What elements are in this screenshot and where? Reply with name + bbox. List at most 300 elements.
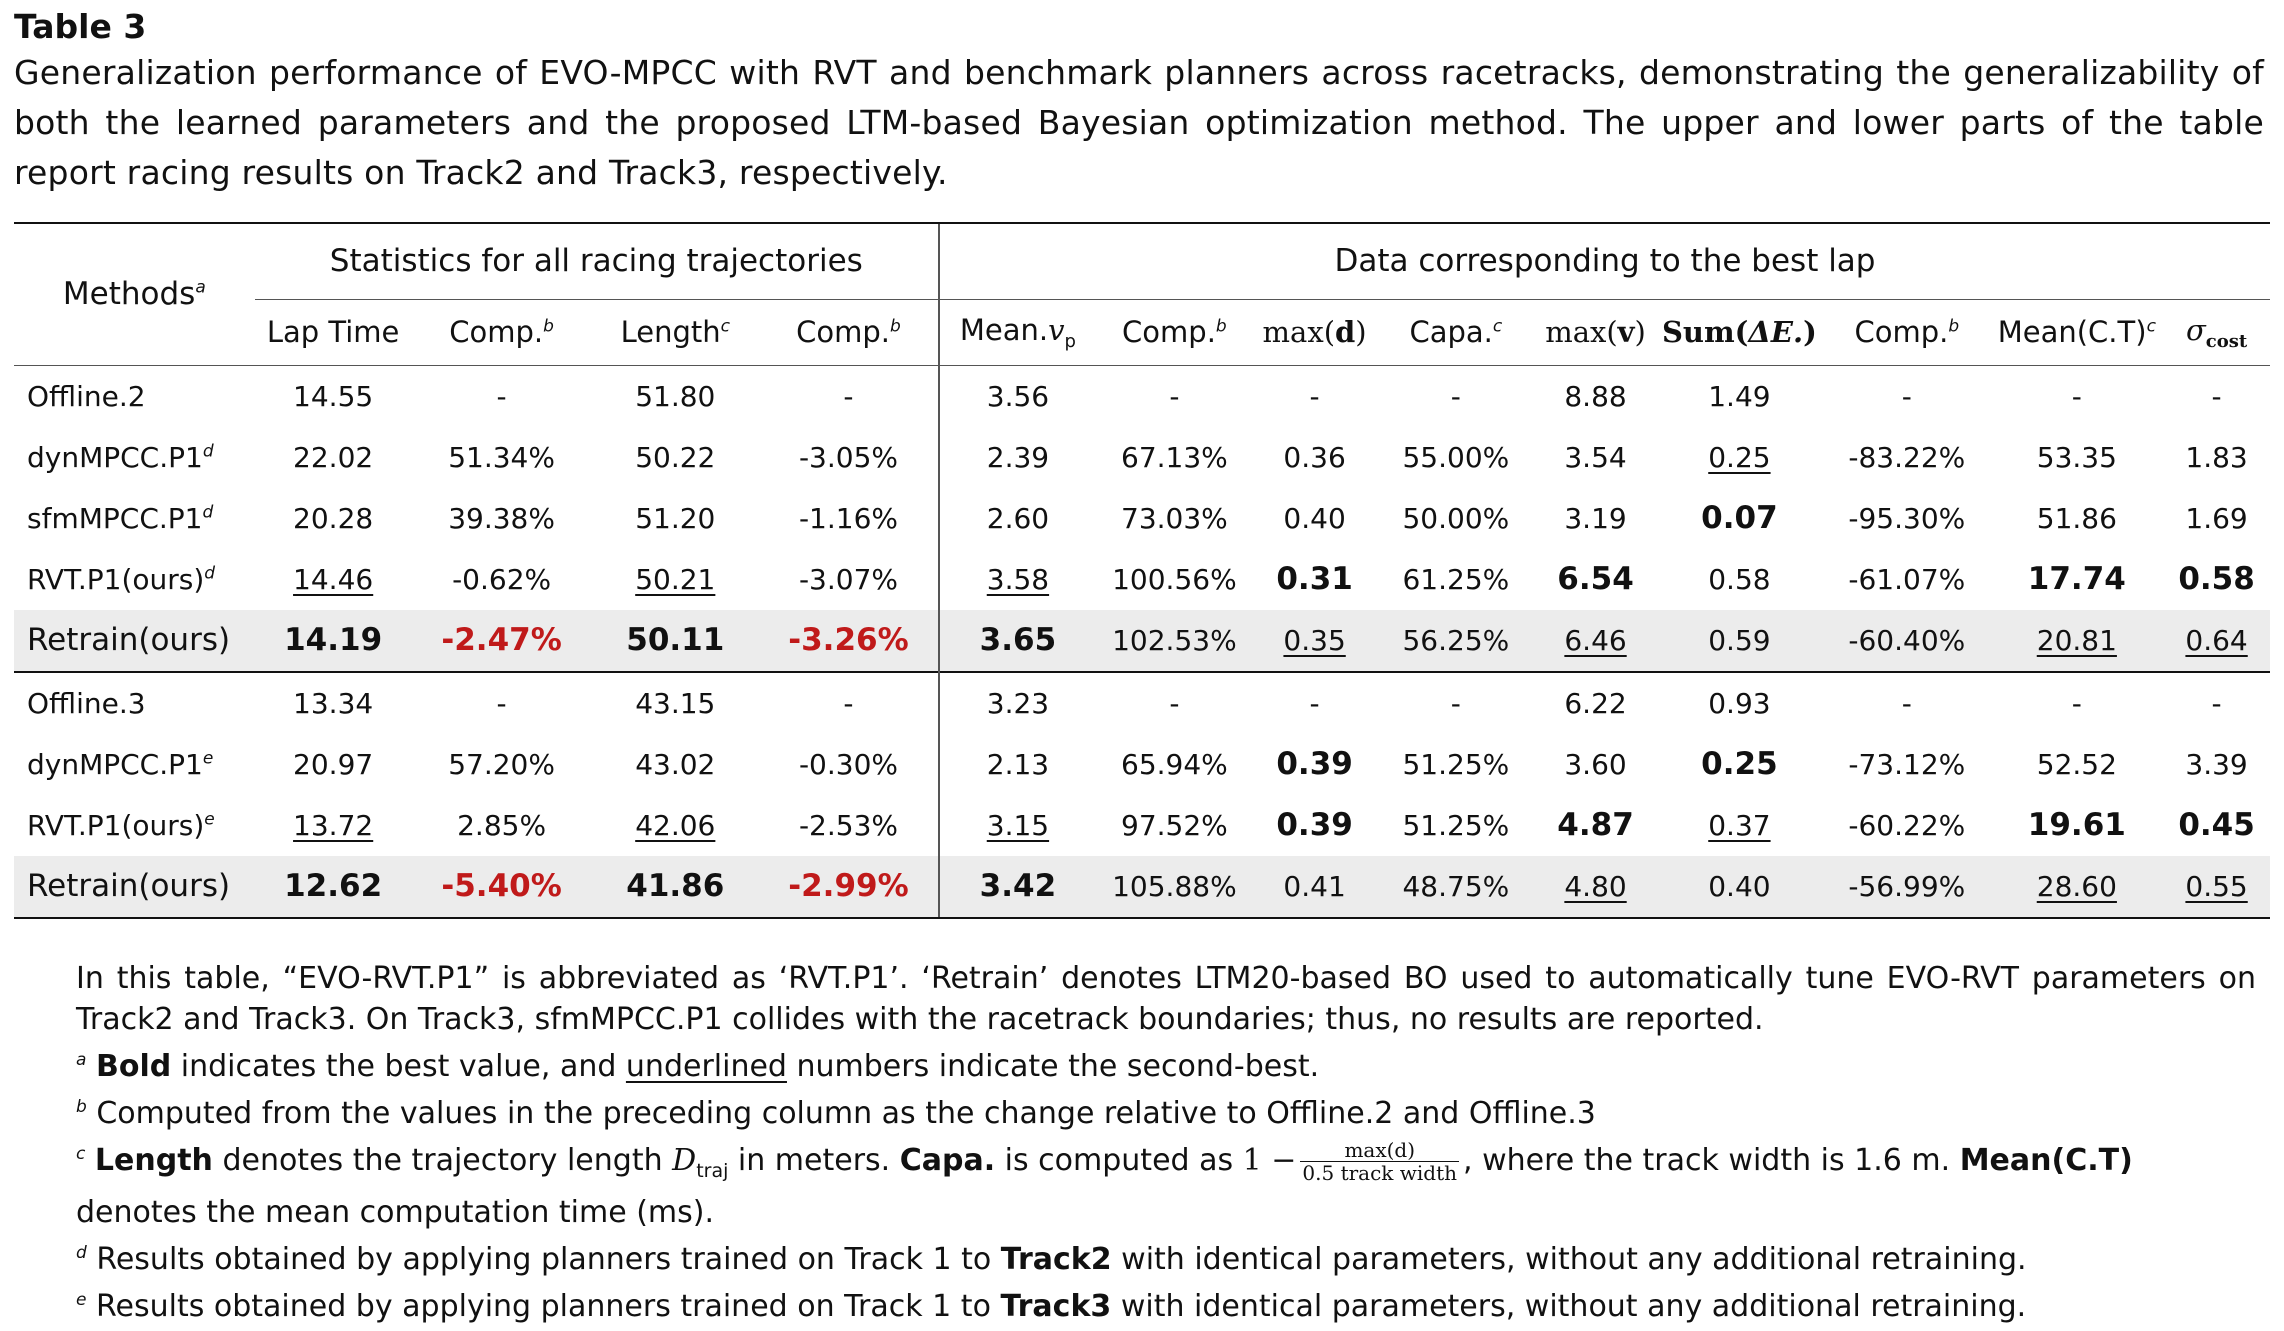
sup-c: c bbox=[720, 316, 730, 337]
value-cell bbox=[1656, 610, 1823, 672]
value-cell bbox=[1376, 734, 1535, 795]
cell-value: 14.55 bbox=[293, 379, 374, 413]
table-label: Table 3 bbox=[14, 7, 147, 46]
value-cell bbox=[1991, 488, 2164, 549]
cell-value: 0.59 bbox=[1708, 623, 1771, 657]
cell-value: 73.03% bbox=[1121, 501, 1228, 535]
col-sum-e-text: Sum( bbox=[1661, 315, 1749, 349]
method-sup: e bbox=[204, 809, 215, 830]
sup-b: b bbox=[1948, 316, 1960, 337]
value-cell bbox=[2163, 549, 2270, 610]
cell-value: 50.21 bbox=[635, 562, 716, 596]
cell-value: 97.52% bbox=[1121, 808, 1228, 842]
value-cell bbox=[1535, 365, 1655, 427]
cell-value: 41.86 bbox=[626, 868, 725, 904]
value-cell bbox=[412, 549, 592, 610]
track3-section bbox=[14, 672, 2270, 918]
cell-value: 1.69 bbox=[2185, 501, 2248, 535]
value-cell bbox=[1823, 672, 1990, 734]
v-symbol: v bbox=[1617, 315, 1635, 349]
cell-value: - bbox=[2211, 379, 2222, 413]
method-cell bbox=[14, 488, 255, 549]
value-cell bbox=[1253, 427, 1376, 488]
value-cell bbox=[1535, 610, 1655, 672]
note-c-t4: , where the track width is 1.6 m. bbox=[1463, 1143, 1960, 1178]
value-cell bbox=[759, 795, 939, 856]
value-cell bbox=[1535, 427, 1655, 488]
value-cell bbox=[1253, 672, 1376, 734]
cell-value: 52.52 bbox=[2036, 747, 2117, 781]
col-comp-1 bbox=[412, 299, 592, 365]
sup-c: c bbox=[2146, 316, 2156, 337]
cell-value: -2.53% bbox=[798, 808, 898, 842]
cell-value: 28.60 bbox=[2036, 869, 2117, 903]
cell-value: 1.49 bbox=[1708, 379, 1771, 413]
value-cell bbox=[939, 549, 1096, 610]
value-cell bbox=[1656, 365, 1823, 427]
value-cell bbox=[939, 734, 1096, 795]
value-cell bbox=[1991, 365, 2164, 427]
value-cell bbox=[412, 488, 592, 549]
sigma-sub: cost bbox=[2205, 330, 2248, 352]
cell-value: 3.23 bbox=[986, 686, 1050, 720]
group-left-header: Statistics for all racing trajectories bbox=[255, 223, 939, 299]
cell-value: 0.25 bbox=[1701, 746, 1778, 782]
value-cell bbox=[939, 672, 1096, 734]
cell-value: - bbox=[1169, 379, 1180, 413]
cell-value: -3.07% bbox=[798, 562, 898, 596]
cell-value: 6.46 bbox=[1564, 623, 1627, 657]
vp-symbol: v bbox=[1048, 312, 1065, 347]
method-sup: d bbox=[202, 441, 214, 462]
col-mean-vp bbox=[939, 299, 1096, 365]
track2-section bbox=[14, 365, 2270, 672]
value-cell bbox=[1823, 365, 1990, 427]
cell-value: 39.38% bbox=[448, 501, 555, 535]
col-comp-2-text: Comp. bbox=[796, 315, 890, 349]
cell-value: 102.53% bbox=[1112, 623, 1237, 657]
value-cell bbox=[2163, 488, 2270, 549]
note-e-sup: e bbox=[76, 1290, 87, 1310]
cell-value: 0.35 bbox=[1283, 623, 1346, 657]
value-cell bbox=[759, 365, 939, 427]
cell-value: -95.30% bbox=[1848, 501, 1966, 535]
note-intro: In this table, “EVO-RVT.P1” is abbreviated as ‘RVT.P1’. ‘Retrain’ denotes LTM20-based BO used to automatically tune EVO-RVT parameters on Track2 and Track3. On Track3, sfmMPCC.P1 collides with the racetrack boundaries; thus, no results are reported. bbox=[76, 961, 2256, 1037]
cell-value: 4.87 bbox=[1557, 807, 1634, 843]
method-sup: d bbox=[204, 563, 216, 584]
value-cell bbox=[1376, 610, 1535, 672]
value-cell bbox=[1096, 488, 1253, 549]
value-cell bbox=[759, 427, 939, 488]
cell-value: 61.25% bbox=[1402, 562, 1510, 596]
cell-value: -0.62% bbox=[452, 562, 552, 596]
table-caption bbox=[14, 6, 2264, 198]
cell-value: 50.00% bbox=[1402, 501, 1510, 535]
cell-value: 8.88 bbox=[1564, 379, 1627, 413]
value-cell bbox=[1253, 549, 1376, 610]
value-cell bbox=[1376, 427, 1535, 488]
cell-value: 57.20% bbox=[448, 747, 555, 781]
value-cell bbox=[759, 488, 939, 549]
cell-value: 100.56% bbox=[1112, 562, 1237, 596]
cell-value: - bbox=[1309, 379, 1320, 413]
cell-value: -2.47% bbox=[441, 622, 562, 658]
col-lap-time-text: Lap Time bbox=[266, 315, 400, 349]
cell-value: 56.25% bbox=[1402, 623, 1510, 657]
d-traj-symbol: D bbox=[672, 1143, 697, 1178]
value-cell bbox=[412, 795, 592, 856]
value-cell bbox=[1535, 672, 1655, 734]
capa-fraction bbox=[1300, 1139, 1459, 1184]
sup-c: c bbox=[1492, 316, 1503, 337]
value-cell bbox=[1823, 856, 1990, 918]
col-mean-vp-text: Mean. bbox=[959, 312, 1049, 347]
cell-value: 3.15 bbox=[986, 808, 1050, 842]
value-cell bbox=[1535, 795, 1655, 856]
value-cell bbox=[1096, 856, 1253, 918]
cell-value: - bbox=[1450, 379, 1461, 413]
value-cell bbox=[592, 672, 759, 734]
value-cell bbox=[255, 734, 412, 795]
value-cell bbox=[1253, 795, 1376, 856]
cell-value: 67.13% bbox=[1121, 440, 1228, 474]
method-name: sfmMPCC.P1 bbox=[27, 501, 203, 535]
cell-value: 51.80 bbox=[635, 379, 716, 413]
method-cell bbox=[14, 365, 255, 427]
note-e-t1: Results obtained by applying planners trained on Track 1 to bbox=[96, 1289, 1001, 1324]
cell-value: 3.58 bbox=[986, 562, 1050, 596]
note-c-bold-capa: Capa. bbox=[899, 1143, 996, 1178]
method-cell bbox=[14, 795, 255, 856]
value-cell bbox=[1991, 610, 2164, 672]
cell-value: 0.36 bbox=[1283, 440, 1346, 474]
cell-value: 0.37 bbox=[1708, 808, 1771, 842]
method-sup: e bbox=[202, 748, 214, 769]
value-cell bbox=[1991, 734, 2164, 795]
value-cell bbox=[592, 734, 759, 795]
value-cell bbox=[1991, 549, 2164, 610]
value-cell bbox=[1823, 795, 1990, 856]
cell-value: -2.99% bbox=[788, 868, 909, 904]
cell-value: 0.40 bbox=[1283, 501, 1346, 535]
value-cell bbox=[592, 795, 759, 856]
col-comp-1-text: Comp. bbox=[449, 315, 544, 349]
caption-text: Generalization performance of EVO-MPCC with RVT and benchmark planners across racetracks, demonstrating the generalizability of both the learned parameters and the proposed LTM-based Bayesian optimization method. The upper and lower parts of the table report racing results on Track2 and Track3, respectively. bbox=[14, 53, 2264, 192]
note-b-sup: b bbox=[76, 1097, 87, 1117]
method-name: RVT.P1(ours) bbox=[27, 808, 205, 842]
method-name: RVT.P1(ours) bbox=[27, 562, 205, 596]
cell-value: 55.00% bbox=[1402, 440, 1510, 474]
cell-value: 6.22 bbox=[1564, 686, 1627, 720]
value-cell bbox=[1253, 856, 1376, 918]
value-cell bbox=[1096, 549, 1253, 610]
cell-value: 65.94% bbox=[1121, 747, 1228, 781]
cell-value: -0.30% bbox=[798, 747, 898, 781]
value-cell bbox=[2163, 856, 2270, 918]
cell-value: 51.25% bbox=[1402, 747, 1510, 781]
note-c-bold-meanct: Mean(C.T) bbox=[1959, 1143, 2133, 1178]
cell-value: 0.58 bbox=[1708, 562, 1771, 596]
note-c bbox=[76, 1134, 2256, 1233]
note-c-bold-length: Length bbox=[94, 1143, 213, 1178]
value-cell bbox=[1991, 672, 2164, 734]
cell-value: 0.55 bbox=[2185, 869, 2248, 903]
cell-value: 6.54 bbox=[1557, 561, 1634, 597]
cell-value: -1.16% bbox=[798, 501, 898, 535]
cell-value: 3.65 bbox=[979, 622, 1057, 658]
value-cell bbox=[592, 610, 759, 672]
method-name: dynMPCC.P1 bbox=[27, 440, 203, 474]
value-cell bbox=[1823, 488, 1990, 549]
cell-value: 20.81 bbox=[2036, 623, 2117, 657]
col-sigma-cost bbox=[2163, 299, 2270, 365]
col-capa-text: Capa. bbox=[1409, 315, 1493, 349]
cell-value: 3.19 bbox=[1564, 501, 1627, 535]
cell-value: 0.40 bbox=[1708, 869, 1771, 903]
cell-value: 0.41 bbox=[1283, 869, 1346, 903]
methods-sup: a bbox=[195, 277, 206, 298]
method-cell bbox=[14, 734, 255, 795]
col-comp-3 bbox=[1096, 299, 1253, 365]
value-cell bbox=[1535, 856, 1655, 918]
group-header-row bbox=[14, 223, 2270, 299]
col-comp-4-text: Comp. bbox=[1854, 315, 1949, 349]
value-cell bbox=[759, 610, 939, 672]
value-cell bbox=[592, 856, 759, 918]
value-cell bbox=[2163, 734, 2270, 795]
value-cell bbox=[1096, 672, 1253, 734]
col-comp-3-text: Comp. bbox=[1122, 315, 1216, 349]
value-cell bbox=[255, 672, 412, 734]
col-max-d: max(d) bbox=[1253, 299, 1376, 365]
cell-value: 1.83 bbox=[2185, 440, 2248, 474]
d-symbol: d bbox=[1335, 315, 1356, 349]
cell-value: - bbox=[1901, 379, 1912, 413]
value-cell bbox=[939, 488, 1096, 549]
cell-value: - bbox=[843, 379, 854, 413]
value-cell bbox=[1096, 365, 1253, 427]
value-cell bbox=[592, 488, 759, 549]
cell-value: 50.22 bbox=[635, 440, 716, 474]
column-header-row bbox=[14, 299, 2270, 365]
cell-value: 12.62 bbox=[284, 868, 383, 904]
value-cell bbox=[2163, 672, 2270, 734]
cell-value: 51.25% bbox=[1402, 808, 1510, 842]
cell-value: 20.28 bbox=[293, 501, 374, 535]
cell-value: 0.64 bbox=[2185, 623, 2248, 657]
cell-value: 42.06 bbox=[635, 808, 716, 842]
value-cell bbox=[1656, 427, 1823, 488]
table-notes bbox=[76, 958, 2256, 1327]
cell-value: - bbox=[1169, 686, 1180, 720]
cell-value: 53.35 bbox=[2036, 440, 2117, 474]
col-comp-2 bbox=[759, 299, 939, 365]
table-row bbox=[14, 427, 2270, 488]
value-cell bbox=[1376, 549, 1535, 610]
table-row bbox=[14, 795, 2270, 856]
note-b-text: Computed from the values in the preceding column as the change relative to Offline.2 and Offline.3 bbox=[96, 1096, 1596, 1131]
value-cell bbox=[939, 610, 1096, 672]
cell-value: 2.60 bbox=[986, 501, 1050, 535]
cell-value: 51.20 bbox=[635, 501, 716, 535]
value-cell bbox=[255, 856, 412, 918]
table-row bbox=[14, 734, 2270, 795]
cell-value: 51.34% bbox=[448, 440, 555, 474]
value-cell bbox=[759, 549, 939, 610]
value-cell bbox=[255, 488, 412, 549]
cell-value: 19.61 bbox=[2027, 807, 2126, 843]
note-a-sup: a bbox=[76, 1050, 87, 1070]
col-comp-4 bbox=[1823, 299, 1990, 365]
cell-value: 14.19 bbox=[284, 622, 383, 658]
cell-value: 0.25 bbox=[1708, 440, 1771, 474]
cell-value: 0.45 bbox=[2178, 807, 2255, 843]
value-cell bbox=[1096, 427, 1253, 488]
note-d-t2: with identical parameters, without any additional retraining. bbox=[1111, 1242, 2027, 1277]
method-cell bbox=[14, 672, 255, 734]
cell-value: 2.39 bbox=[986, 440, 1050, 474]
cell-value: 14.46 bbox=[293, 562, 374, 596]
method-name: Retrain(ours) bbox=[27, 868, 231, 904]
method-name: Offline.3 bbox=[27, 686, 146, 720]
col-max-d-text: max( bbox=[1262, 315, 1336, 349]
cell-value: -61.07% bbox=[1848, 562, 1966, 596]
cell-value: -3.05% bbox=[798, 440, 898, 474]
col-capa bbox=[1376, 299, 1535, 365]
value-cell bbox=[1991, 427, 2164, 488]
group-right-header: Data corresponding to the best lap bbox=[939, 223, 2270, 299]
value-cell bbox=[412, 365, 592, 427]
cell-value: - bbox=[2071, 686, 2082, 720]
cell-value: 0.07 bbox=[1701, 500, 1778, 536]
fraction-numerator: max(d) bbox=[1300, 1139, 1459, 1162]
note-b bbox=[76, 1087, 2256, 1134]
sigma-symbol: σ bbox=[2185, 312, 2206, 347]
table-row bbox=[14, 365, 2270, 427]
value-cell bbox=[1376, 856, 1535, 918]
cell-value: 0.93 bbox=[1708, 686, 1771, 720]
col-length-text: Length bbox=[620, 315, 721, 349]
cell-value: -60.40% bbox=[1848, 623, 1966, 657]
value-cell bbox=[1656, 734, 1823, 795]
note-c-t1: denotes the trajectory length bbox=[212, 1143, 673, 1178]
cell-value: 50.11 bbox=[626, 622, 725, 658]
cell-value: 20.97 bbox=[293, 747, 374, 781]
note-c-sup: c bbox=[76, 1144, 86, 1164]
value-cell bbox=[759, 672, 939, 734]
note-a bbox=[76, 1040, 2256, 1087]
cell-value: - bbox=[2071, 379, 2082, 413]
value-cell bbox=[1535, 734, 1655, 795]
note-a-end: numbers indicate the second-best. bbox=[786, 1049, 1320, 1084]
value-cell bbox=[412, 610, 592, 672]
col-max-v-text: max( bbox=[1545, 315, 1618, 349]
value-cell bbox=[255, 610, 412, 672]
value-cell bbox=[759, 734, 939, 795]
vp-sub: p bbox=[1064, 330, 1076, 352]
value-cell bbox=[939, 427, 1096, 488]
col-max-v: max(v) bbox=[1535, 299, 1655, 365]
col-lap-time bbox=[255, 299, 412, 365]
value-cell bbox=[255, 795, 412, 856]
delta-e-symbol: ΔE. bbox=[1748, 315, 1804, 349]
table-row bbox=[14, 672, 2270, 734]
cell-value: 3.42 bbox=[979, 868, 1057, 904]
value-cell bbox=[412, 856, 592, 918]
results-table bbox=[14, 222, 2270, 919]
cell-value: -3.26% bbox=[788, 622, 909, 658]
col-sum-e: Sum(ΔE.) bbox=[1656, 299, 1823, 365]
note-e-bold: Track3 bbox=[1000, 1289, 1112, 1324]
cell-value: 3.56 bbox=[986, 379, 1050, 413]
cell-value: 3.54 bbox=[1564, 440, 1627, 474]
methods-header-text: Methods bbox=[62, 276, 196, 313]
cell-value: 3.39 bbox=[2185, 747, 2248, 781]
cell-value: -5.40% bbox=[441, 868, 562, 904]
value-cell bbox=[1656, 672, 1823, 734]
note-e-t2: with identical parameters, without any additional retraining. bbox=[1111, 1289, 2027, 1324]
cell-value: 43.02 bbox=[635, 747, 716, 781]
value-cell bbox=[1535, 488, 1655, 549]
value-cell bbox=[1376, 672, 1535, 734]
method-cell bbox=[14, 610, 255, 672]
value-cell bbox=[1656, 488, 1823, 549]
formula-one-minus: 1 − bbox=[1242, 1143, 1297, 1178]
value-cell bbox=[412, 734, 592, 795]
method-name: Retrain(ours) bbox=[27, 622, 231, 658]
value-cell bbox=[1823, 734, 1990, 795]
note-d-sup: d bbox=[76, 1243, 87, 1263]
cell-value: 13.34 bbox=[293, 686, 374, 720]
cell-value: - bbox=[496, 686, 507, 720]
fraction-denominator: 0.5 track width bbox=[1302, 1161, 1458, 1185]
cell-value: 4.80 bbox=[1564, 869, 1627, 903]
value-cell bbox=[1253, 734, 1376, 795]
cell-value: 0.58 bbox=[2178, 561, 2255, 597]
value-cell bbox=[759, 856, 939, 918]
value-cell bbox=[939, 365, 1096, 427]
cell-value: 3.60 bbox=[1564, 747, 1627, 781]
value-cell bbox=[1376, 488, 1535, 549]
cell-value: -60.22% bbox=[1848, 808, 1966, 842]
d-traj-sub: traj bbox=[696, 1160, 729, 1182]
value-cell bbox=[1991, 856, 2164, 918]
table-row bbox=[14, 549, 2270, 610]
cell-value: - bbox=[1450, 686, 1461, 720]
note-a-bold: Bold bbox=[95, 1049, 172, 1084]
col-mean-ct-text: Mean(C.T) bbox=[1997, 315, 2147, 349]
value-cell bbox=[1823, 427, 1990, 488]
value-cell bbox=[1823, 549, 1990, 610]
value-cell bbox=[592, 549, 759, 610]
sup-b: b bbox=[890, 316, 901, 337]
value-cell bbox=[1253, 488, 1376, 549]
value-cell bbox=[1376, 365, 1535, 427]
note-d bbox=[76, 1233, 2256, 1280]
method-sup: d bbox=[202, 502, 214, 523]
cell-value: - bbox=[496, 379, 507, 413]
note-d-bold: Track2 bbox=[1000, 1242, 1112, 1277]
sup-b: b bbox=[543, 316, 554, 337]
value-cell bbox=[1253, 610, 1376, 672]
cell-value: - bbox=[843, 686, 854, 720]
value-cell bbox=[1991, 795, 2164, 856]
method-cell bbox=[14, 549, 255, 610]
cell-value: 17.74 bbox=[2027, 561, 2126, 597]
note-c-t2: in meters. bbox=[728, 1143, 900, 1178]
value-cell bbox=[1535, 549, 1655, 610]
value-cell bbox=[939, 795, 1096, 856]
